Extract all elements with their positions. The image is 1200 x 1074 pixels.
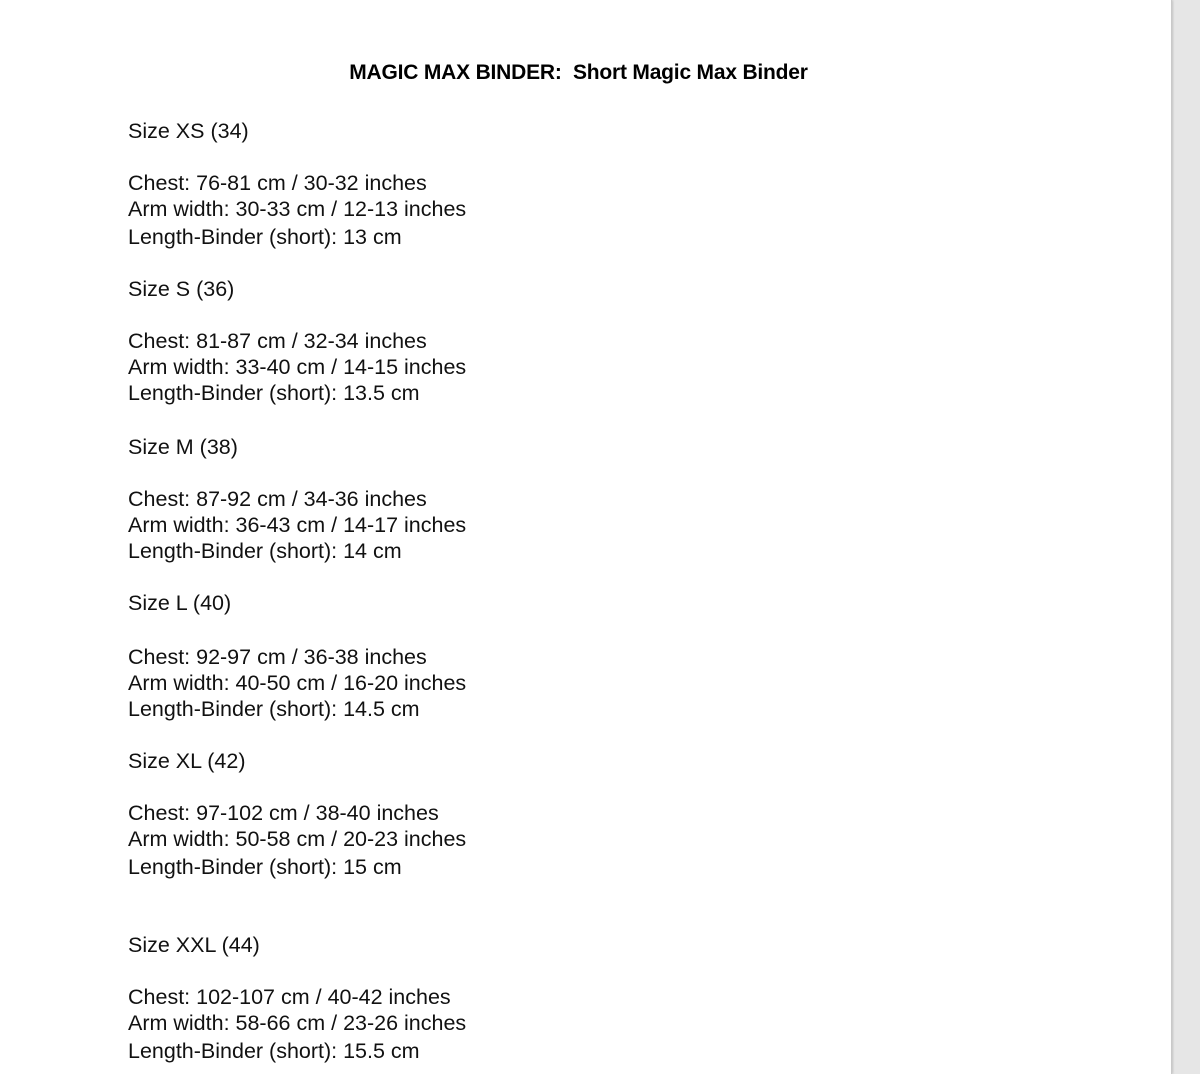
size-s-arm-width: Arm width: 33-40 cm / 14-15 inches <box>128 355 467 379</box>
size-xs-arm-width: Arm width: 30-33 cm / 12-13 inches <box>128 197 467 221</box>
size-xs-length: Length-Binder (short): 13 cm <box>128 225 402 249</box>
size-s-chest: Chest: 81-87 cm / 32-34 inches <box>128 329 427 353</box>
size-heading-xs: Size XS (34) <box>128 119 249 143</box>
size-xxl-arm-width: Arm width: 58-66 cm / 23-26 inches <box>128 1011 467 1035</box>
size-m-arm-width: Arm width: 36-43 cm / 14-17 inches <box>128 513 467 537</box>
size-heading-m: Size M (38) <box>128 435 238 459</box>
size-xl-arm-width: Arm width: 50-58 cm / 20-23 inches <box>128 827 467 851</box>
size-m-chest: Chest: 87-92 cm / 34-36 inches <box>128 487 427 511</box>
size-heading-xl: Size XL (42) <box>128 749 246 773</box>
document-title: MAGIC MAX BINDER: Short Magic Max Binder <box>349 61 808 84</box>
size-l-length: Length-Binder (short): 14.5 cm <box>128 697 420 721</box>
size-l-arm-width: Arm width: 40-50 cm / 16-20 inches <box>128 671 467 695</box>
size-xl-chest: Chest: 97-102 cm / 38-40 inches <box>128 801 439 825</box>
size-heading-xxl: Size XXL (44) <box>128 933 260 957</box>
size-heading-s: Size S (36) <box>128 277 235 301</box>
size-l-chest: Chest: 92-97 cm / 36-38 inches <box>128 645 427 669</box>
size-heading-l: Size L (40) <box>128 591 232 615</box>
size-m-length: Length-Binder (short): 14 cm <box>128 539 402 563</box>
size-xxl-length: Length-Binder (short): 15.5 cm <box>128 1039 420 1063</box>
size-xs-chest: Chest: 76-81 cm / 30-32 inches <box>128 171 427 195</box>
size-xl-length: Length-Binder (short): 15 cm <box>128 855 402 879</box>
size-xxl-chest: Chest: 102-107 cm / 40-42 inches <box>128 985 451 1009</box>
size-s-length: Length-Binder (short): 13.5 cm <box>128 381 420 405</box>
